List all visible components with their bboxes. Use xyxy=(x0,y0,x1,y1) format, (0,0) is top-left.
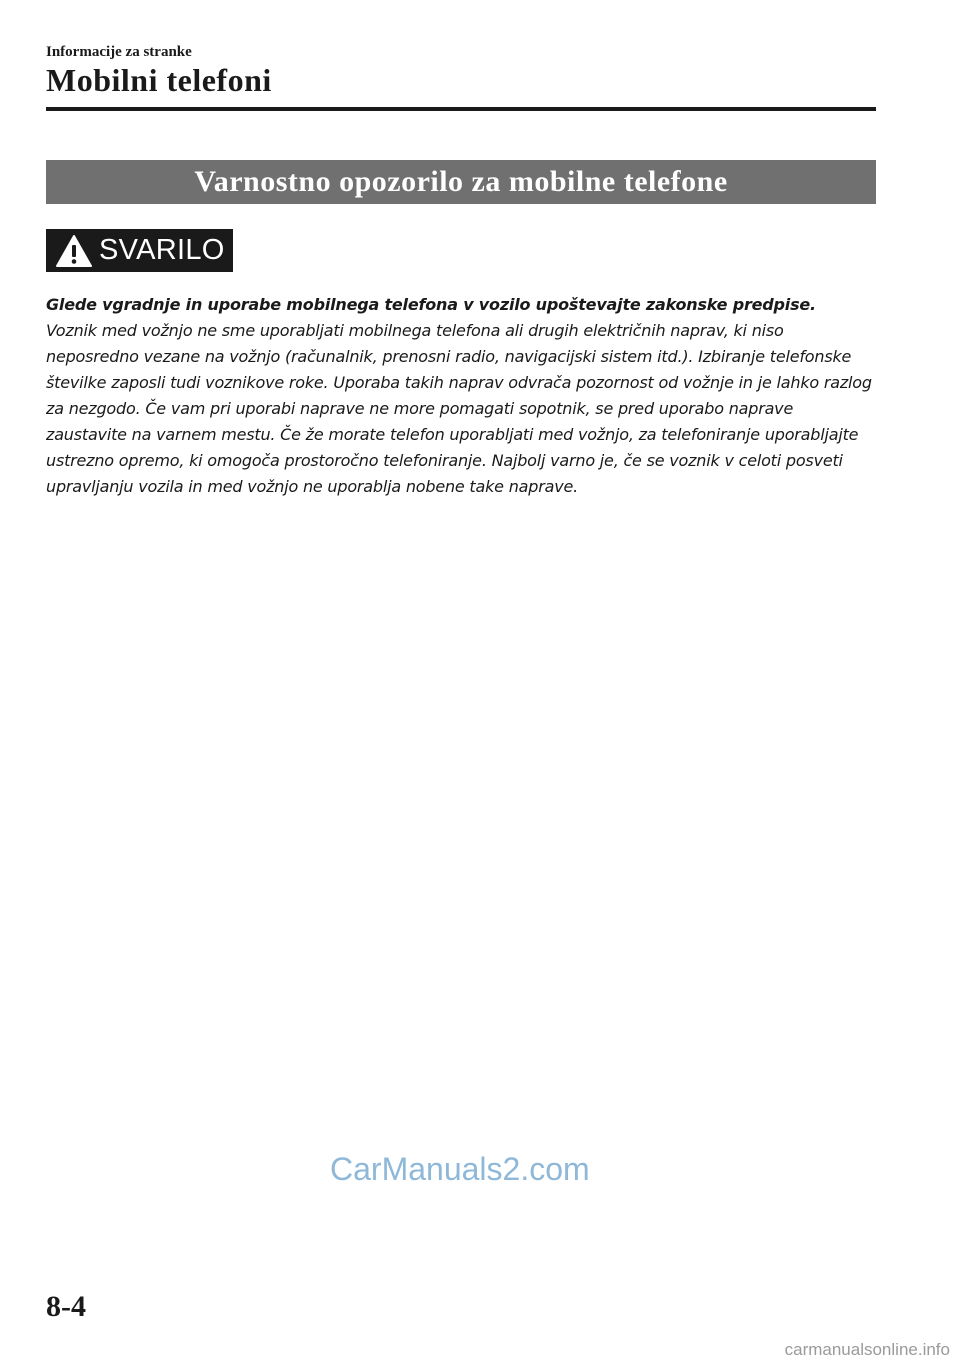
warning-triangle-icon xyxy=(55,234,93,268)
chapter-title: Mobilni telefoni xyxy=(46,62,272,98)
footer-site-link[interactable]: carmanualsonline.info xyxy=(784,1340,950,1359)
breadcrumb: Informacije za stranke xyxy=(46,44,192,60)
warning-paragraph: Voznik med vožnjo ne sme uporabljati mobilnega telefona ali drugih električnih naprav, ki niso neposredno vezane na vožnjo (računalnik, prenosni radio, navigacijski sistem itd.). Izbiranje telefonske številke zaposli tudi voznikove roke. Uporaba takih naprav odvrača pozornost od vožnje in je lahko razlog za nezgodo. Če vam pri uporabi naprave ne more pomagati sopotnik, se pred uporabo naprave zaustavite na varnem mestu. Če že morate telefon uporabljati med vožnjo, za telefoniranje uporabljajte ustrezno opremo, ki omogoča prostoročno telefoniranje. Najbolj varno je, če se voznik v celoti posveti upravljanju vozila in med vožnjo ne uporablja nobene take naprave. xyxy=(46,321,872,496)
watermark: CarManuals2.com xyxy=(330,1151,590,1187)
warning-badge xyxy=(46,229,233,272)
warning-body xyxy=(46,292,876,500)
header-divider xyxy=(46,107,876,111)
section-banner xyxy=(46,160,876,204)
page-number: 8-4 xyxy=(46,1290,86,1323)
warning-label: SVARILO xyxy=(99,234,225,266)
section-title: Varnostno opozorilo za mobilne telefone xyxy=(194,165,728,198)
warning-lead-text: Glede vgradnje in uporabe mobilnega telefona v vozilo upoštevajte zakonske predpise. xyxy=(46,295,816,314)
